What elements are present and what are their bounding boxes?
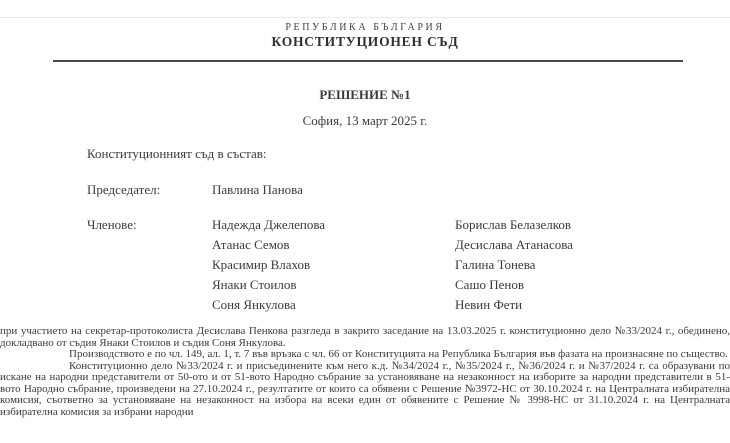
member-name: Атанас Семов — [212, 237, 290, 252]
decision-dateline: София, 13 март 2025 г. — [302, 113, 428, 128]
decision-title: РЕШЕНИЕ №1 — [319, 87, 411, 102]
member-name: Соня Янкулова — [212, 297, 296, 312]
court-composition — [87, 146, 573, 315]
member-name: Невин Фети — [455, 297, 523, 312]
top-divider — [0, 17, 730, 18]
member-name: Янаки Стоилов — [212, 277, 297, 292]
decision-body — [0, 326, 730, 418]
letterhead — [0, 22, 730, 50]
letterhead-country: РЕПУБЛИКА БЪЛГАРИЯ — [285, 22, 445, 33]
member-name: Галина Тонева — [455, 257, 536, 272]
members-column-2 — [455, 215, 573, 315]
member-name: Надежда Джелепова — [212, 217, 326, 232]
member-name: Красимир Влахов — [212, 257, 311, 272]
paragraph: Конституционно дело №33/2024 г. и присъединените към него к.д. №34/2024 г., №35/2024 г., №36/2024 г. и №37/2024 г. са образувани по искане на народни представители от 50-ото и от 51-вото Народно събрание за установяване на незаконност на изборите за народни представители в 51-вото Народно събрание, произведени на 27.10.2024 г., резултатите от които са обявени с Решение №3972-НС от 30.10.2024 г. на Централната избирателна комисия, съответно за установяване на незаконност на избора на всеки един от обявените с Решение № 3998-НС от 31.10.2024 г. на Централната избирателна комисия за избрани народни — [0, 359, 730, 418]
letterhead-institution: КОНСТИТУЦИОНЕН СЪД — [271, 34, 459, 49]
members-column-1 — [212, 215, 455, 315]
members-label: Членове: — [87, 217, 137, 232]
member-name: Десислава Атанасова — [455, 237, 573, 252]
paragraph: при участието на секретар-протоколиста Десислава Пенкова разгледа в закрито заседание на 13.03.2025 г. конституционно дело №33/2024 г., обединено, докладвано от съдия Янаки Стоилов и съдия Соня Янкулова. — [0, 325, 730, 349]
member-name: Борислав Белазелков — [455, 217, 572, 232]
letterhead-rule — [53, 60, 683, 62]
members-row — [87, 215, 573, 315]
paragraph: Производството е по чл. 149, ал. 1, т. 7 във връзка с чл. 66 от Конституцията на Република България във фазата на произнасяне по същество. — [69, 348, 728, 360]
president-row — [87, 182, 573, 198]
composition-intro: Конституционният съд в състав: — [87, 146, 267, 161]
president-name: Павлина Панова — [212, 182, 303, 197]
member-name: Сашо Пенов — [455, 277, 524, 292]
president-label: Председател: — [87, 182, 161, 197]
